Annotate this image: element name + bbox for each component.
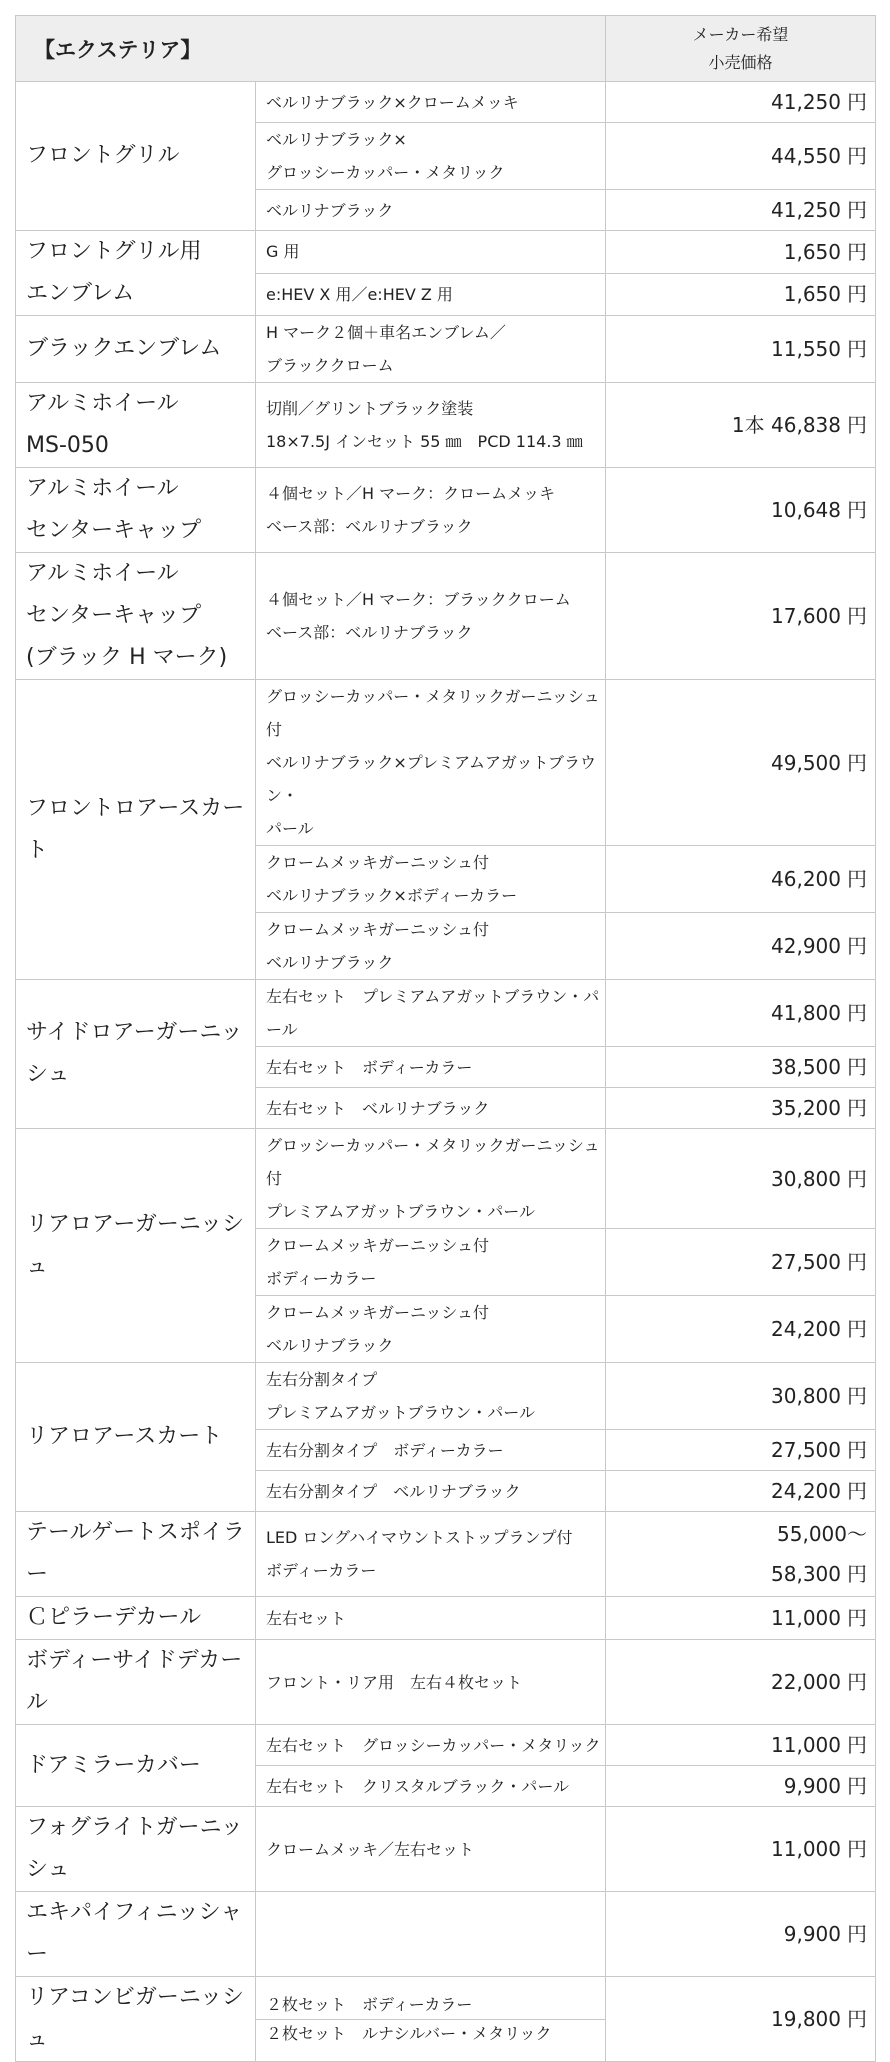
description-line: 18×7.5J インセット 55 ㎜ PCD 114.3 ㎜ [266,432,583,451]
item-description: 左右分割タイプ ボディーカラー [256,1430,606,1471]
price-value: 1,650 [783,282,841,307]
price-value: 11,000 [771,1733,841,1757]
description-line: ブラッククローム [266,356,394,375]
yen-unit: 円 [847,1606,867,1630]
table-row [16,383,876,468]
table-header-row [16,16,876,82]
table-row [16,82,876,123]
item-name-rear-combi-garnish: リアコンビガーニッシュ [16,1977,256,2062]
item-description: 左右分割タイプ ベルリナブラック [256,1471,606,1512]
yen-unit: 円 [847,1733,867,1757]
section-title: 【エクステリア】 [16,16,606,82]
description-line: ベルリナブラック [266,1336,394,1355]
item-description [256,1129,606,1229]
description-line: ベース部：ベルリナブラック [266,517,473,536]
item-price [606,190,876,231]
description-line: ベース部：ベルリナブラック [266,623,473,642]
item-name-center-cap [16,468,256,553]
item-name-fog-light-garnish: フォグライトガーニッシュ [16,1807,256,1892]
item-price [606,1296,876,1363]
item-description: クロームメッキ／左右セット [256,1807,606,1892]
item-price [606,273,876,316]
price-value: 11,000 [771,1837,841,1861]
yen-unit: 円 [847,1837,867,1861]
name-line: センターキャップ [26,518,202,543]
description-line: プレミアムアガットブラウン・パール [266,1202,535,1221]
item-description-empty [256,1892,606,1977]
item-price [606,1471,876,1512]
item-description: e:HEV X 用／e:HEV Z 用 [256,273,606,316]
item-description [256,553,606,680]
item-name-door-mirror-cover: ドアミラーカバー [16,1725,256,1807]
description-line: グロッシーカッパー・メタリックガーニッシュ付 [266,1136,600,1188]
table-row [16,1640,876,1725]
item-price [606,913,876,980]
yen-unit: 円 [847,934,867,958]
item-price [606,316,876,383]
price-value: 27,500 [771,1438,841,1462]
table-row [16,1892,876,1977]
price-value: 1,650 [783,239,841,264]
item-description: 左右セット グロッシーカッパー・メタリック [256,1725,606,1766]
item-description: ベルリナブラック×クロームメッキ [256,82,606,123]
name-line: アルミホイール [26,561,179,586]
item-description: 左右セット [256,1597,606,1640]
yen-unit: 円 [847,1250,867,1274]
price-value: 11,550 [771,337,841,361]
table-row [16,1597,876,1640]
item-name-tailgate-spoiler: テールゲートスポイラー [16,1512,256,1597]
item-name-side-lower-garnish: サイドロアーガーニッシュ [16,980,256,1129]
item-price [606,1363,876,1430]
yen-unit: 円 [847,1670,867,1694]
yen-unit: 円 [847,867,867,891]
yen-unit: 円 [847,1479,867,1503]
table-row [16,1807,876,1892]
item-description [256,123,606,190]
item-description: ベルリナブラック [256,190,606,231]
item-name-front-grille-emblem [16,231,256,316]
table-row [16,680,876,846]
name-line: アルミホイール [26,391,179,416]
yen-unit: 円 [847,2007,867,2031]
price-value: 22,000 [771,1670,841,1694]
description-line: プレミアムアガットブラウン・パール [266,1403,535,1422]
yen-unit: 円 [847,1317,867,1341]
price-value: 24,200 [771,1317,841,1341]
yen-unit: 円 [847,413,867,437]
description-line: 左右分割タイプ [266,1370,378,1389]
item-description: 左右セット プレミアムアガットブラウン・パール [256,980,606,1047]
table-row [16,1129,876,1229]
item-price [606,1597,876,1640]
yen-unit: 円 [847,604,867,628]
table-row [16,553,876,680]
table-row [16,1512,876,1597]
price-value: 41,250 [771,198,841,222]
table-row [16,980,876,1047]
item-name-c-pillar-decal: Ｃピラーデカール [16,1597,256,1640]
price-value: 46,200 [771,867,841,891]
item-price [606,82,876,123]
item-name-body-side-decal: ボディーサイドデカール [16,1640,256,1725]
item-name-aluminium-wheel [16,383,256,468]
description-line: 切削／グリントブラック塗装 [266,399,474,418]
price-value: 17,600 [771,604,841,628]
item-description: フロント・リア用 左右４枚セット [256,1640,606,1725]
yen-unit: 円 [847,750,867,775]
yen-unit: 円 [847,1922,867,1946]
yen-unit: 円 [847,1055,867,1079]
price-value: 35,200 [771,1096,841,1120]
item-description [256,468,606,553]
price-value: 41,250 [771,90,841,114]
item-name-rear-lower-skirt: リアロアースカート [16,1363,256,1512]
name-line: MS-050 [26,433,109,458]
item-price [606,1725,876,1766]
item-price [606,1807,876,1892]
description-line: ２枚セット ルナシルバー・メタリック [266,2023,552,2043]
item-price [606,231,876,274]
price-header-line1: メーカー希望 [692,24,789,44]
description-line: ボディーカラー [266,1269,377,1288]
table-row [16,316,876,383]
price-value: 42,900 [771,934,841,958]
description-line: クロームメッキガーニッシュ付 [266,1236,490,1255]
table-row [16,231,876,274]
item-price [606,1512,876,1597]
item-description: 左右セット ベルリナブラック [256,1088,606,1129]
item-price [606,1977,876,2062]
description-line: H マーク２個＋車名エンブレム／ [266,323,506,342]
description-line: ベルリナブラック× [266,130,407,149]
item-description [256,1229,606,1296]
item-price [606,980,876,1047]
price-header-line2: 小売価格 [708,52,773,72]
price-value: 38,500 [771,1055,841,1079]
item-price [606,1129,876,1229]
price-value: 58,300 [771,1562,841,1586]
name-line: (ブラック H マーク) [26,645,228,670]
item-description [256,316,606,383]
price-value: 49,500 [771,750,841,775]
item-price [606,846,876,913]
exterior-price-table [15,15,876,2062]
exterior-price-table-container [15,15,875,2062]
item-description [256,846,606,913]
yen-unit: 円 [847,1562,867,1586]
description-line: ベルリナブラック×ボディーカラー [266,886,518,905]
description-line: ４個セット／H マーク：クロームメッキ [266,484,556,503]
name-line: アルミホイール [26,476,179,501]
item-price [606,1430,876,1471]
name-line: フロントグリル用 [26,239,202,264]
description-line: パール [266,819,314,838]
item-price [606,680,876,846]
item-price [606,1892,876,1977]
description-line: LED ロングハイマウントストップランプ付 [266,1528,573,1547]
price-value: 24,200 [771,1479,841,1503]
yen-unit: 円 [847,1166,867,1191]
yen-unit: 円 [847,1096,867,1120]
item-name-center-cap-black-h [16,553,256,680]
item-name-black-emblem: ブラックエンブレム [16,316,256,383]
price-value: 30,800 [771,1384,841,1408]
price-value: 44,550 [771,144,841,168]
item-price [606,1640,876,1725]
item-price [606,553,876,680]
price-value: 10,648 [771,498,841,522]
yen-unit: 円 [847,282,867,307]
description-line: クロームメッキガーニッシュ付 [266,1303,490,1322]
description-line: グロッシーカッパー・メタリック [266,163,505,182]
item-description [256,1363,606,1430]
price-value: 27,500 [771,1250,841,1274]
item-price [606,1229,876,1296]
item-name-front-lower-skirt: フロントロアースカート [16,680,256,980]
description-line: ベルリナブラック [266,953,394,972]
item-description: 左右セット クリスタルブラック・パール [256,1766,606,1807]
yen-unit: 円 [847,144,867,168]
item-description: 左右セット ボディーカラー [256,1047,606,1088]
description-line: ベルリナブラック×プレミアムアガットブラウン・ [266,753,597,805]
item-description [256,383,606,468]
price-column-header [606,16,876,82]
description-line: グロッシーカッパー・メタリックガーニッシュ付 [266,687,600,739]
price-prefix: 1本 [731,413,765,437]
table-row [16,1977,876,2062]
price-range-end [606,1554,867,1594]
yen-unit: 円 [847,337,867,361]
description-line: クロームメッキガーニッシュ付 [266,853,490,872]
item-price [606,1047,876,1088]
item-description [256,913,606,980]
table-row [16,1725,876,1766]
price-value: 41,800 [771,1001,841,1025]
item-description [256,680,606,846]
item-price [606,123,876,190]
item-name-front-grille: フロントグリル [16,82,256,231]
item-description [256,1512,606,1597]
yen-unit: 円 [847,498,867,522]
yen-unit: 円 [847,198,867,222]
price-value: 11,000 [771,1606,841,1630]
price-value: 9,900 [783,1774,841,1798]
description-line: ボディーカラー [266,1561,377,1580]
name-line: センターキャップ [26,603,202,628]
yen-unit: 円 [847,1774,867,1798]
yen-unit: 円 [847,90,867,114]
yen-unit: 円 [847,239,867,264]
description-line: ４個セット／H マーク：ブラッククローム [266,590,571,609]
name-line: エンブレム [26,281,135,306]
description-line: クロームメッキガーニッシュ付 [266,920,490,939]
item-price [606,468,876,553]
item-description [256,1296,606,1363]
price-value: 46,838 [771,413,841,437]
table-row [16,468,876,553]
yen-unit: 円 [847,1384,867,1408]
table-row [16,1363,876,1430]
price-value: 19,800 [771,2007,841,2031]
yen-unit: 円 [847,1438,867,1462]
description-line: ２枚セット ボディーカラー [256,1991,605,2020]
price-value: 30,800 [771,1166,841,1191]
item-description: G 用 [256,231,606,274]
item-description [256,1977,606,2062]
item-price [606,383,876,468]
yen-unit: 円 [847,1001,867,1025]
item-name-rear-lower-garnish: リアロアーガーニッシュ [16,1129,256,1363]
item-price [606,1088,876,1129]
item-name-exhaust-finisher: エキパイフィニッシャー [16,1892,256,1977]
price-value: 9,900 [783,1922,841,1946]
item-price [606,1766,876,1807]
price-range-start: 55,000～ [777,1522,867,1546]
